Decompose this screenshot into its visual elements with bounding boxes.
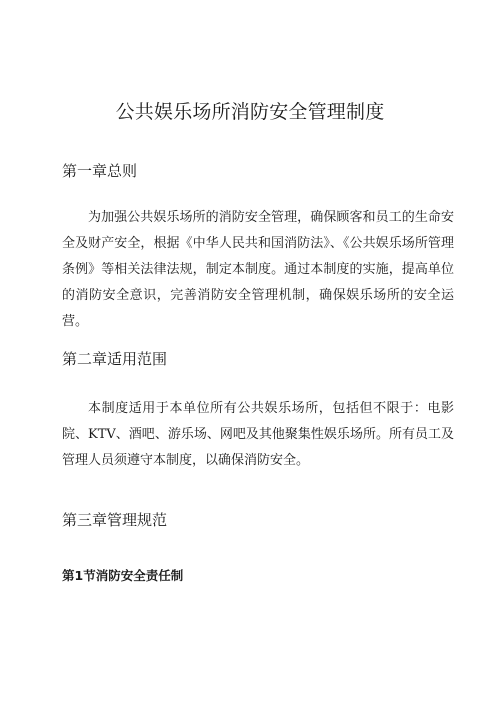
chapter-2-heading: 第二章适用范围 (62, 350, 168, 368)
chapter-1-heading: 第一章总则 (62, 162, 138, 180)
chapter-3-heading: 第三章管理规范 (62, 511, 168, 529)
chapter-1-paragraph: 为加强公共娱乐场所的消防安全管理，确保顾客和员工的生命安全及财产安全，根据《中华人民共和国消防法》、《公共娱乐场所管理条例》等相关法律法规，制定本制度。通过本制度的实施，提高单位的消防安全意识，完善消防安全管理机制，确保娱乐场所的安全运营。 (62, 210, 454, 329)
section-1-heading: 第1节消防安全责任制 (62, 568, 184, 583)
chapter-2-paragraph: 本制度适用于本单位所有公共娱乐场所，包括但不限于：电影院、KTV、酒吧、游乐场、网吧及其他聚集性娱乐场所。所有员工及管理人员须遵守本制度，以确保消防安全。 (62, 401, 454, 468)
document-title: 公共娱乐场所消防安全管理制度 (115, 101, 385, 123)
